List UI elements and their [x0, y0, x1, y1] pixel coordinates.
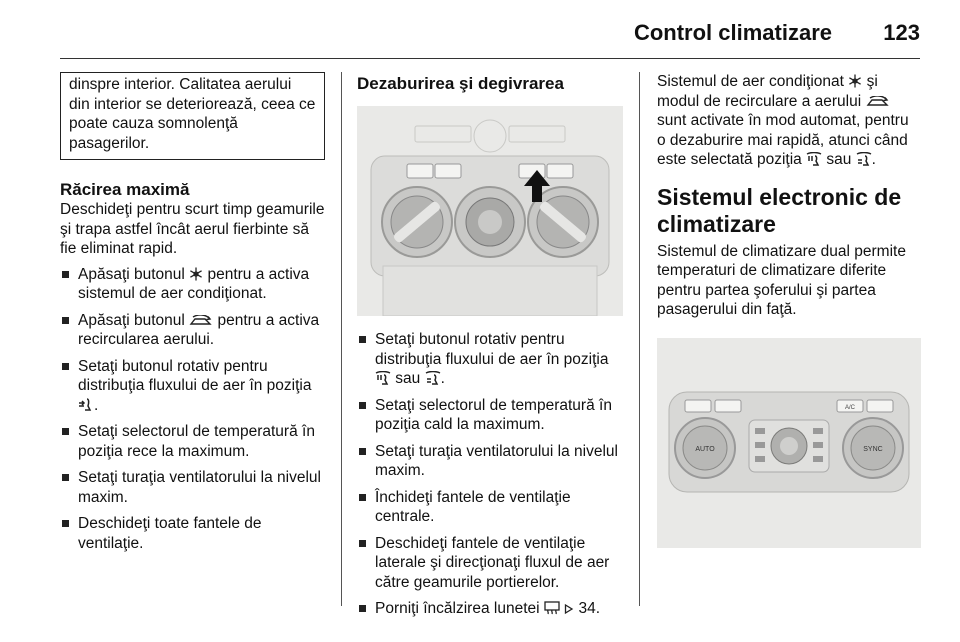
- list-item: Închideţi fantele de ventilaţie centrale.: [357, 488, 623, 527]
- recirculation-car-icon: [189, 315, 213, 327]
- list-item: Deschideţi toate fantele de ventilaţie.: [60, 514, 325, 553]
- list-item: Porniţi încălzirea lunetei 34.: [357, 599, 623, 619]
- page-header: [60, 18, 920, 52]
- column-middle: [357, 72, 623, 626]
- paragraph: Sistemul de aer condiţionat şi modul de recirculare a aerului sunt activate în mod automat, pentru o dezaburire mai rapidă, atunci când este selectată poziţia sau .: [657, 73, 909, 168]
- airflow-feet-icon: [78, 398, 94, 412]
- note-box: [60, 72, 325, 160]
- instruction-list: [60, 265, 325, 554]
- list-item: Setaţi turaţia ventilatorului la nivelul maxim.: [60, 468, 325, 507]
- section-title: Sistemul electronic de climatizare: [657, 183, 902, 237]
- list-item: Setaţi turaţia ventilatorului la nivelul maxim.: [357, 442, 623, 481]
- list-item: Apăsaţi butonul pentru a activa recircularea aerului.: [60, 311, 325, 350]
- rear-window-heating-icon: [544, 601, 560, 615]
- list-item: Apăsaţi butonul pentru a activa sistemul de aer condiţionat.: [60, 265, 325, 304]
- auto-button-label: AUTO: [695, 445, 715, 453]
- paragraph: Sistemul de climatizare dual permite temperaturi de climatizare diferite pentru partea şoferului şi partea pasagerului din faţă.: [657, 242, 906, 318]
- list-item: Setaţi butonul rotativ pentru distribuţia fluxului de aer în poziţia sau .: [357, 330, 623, 389]
- snowflake-icon: [189, 267, 203, 281]
- airflow-windshield-feet-icon: [425, 371, 441, 385]
- airflow-windshield-icon: [375, 371, 391, 385]
- header-divider: [60, 58, 920, 59]
- electronic-climate-panel-photo: [657, 338, 921, 548]
- section-title: Dezaburirea şi degivrarea: [357, 74, 564, 93]
- list-item: Deschideţi fantele de ventilaţie laterale şi direcţionaţi fluxul de aer către geamurile portierelor.: [357, 534, 623, 593]
- airflow-windshield-feet-icon: [856, 152, 872, 166]
- page-title: Control climatizare: [633, 20, 832, 45]
- list-item: Setaţi selectorul de temperatură în poziţia cald la maximum.: [357, 396, 623, 435]
- column-left: [60, 72, 325, 560]
- column-right: [657, 72, 921, 548]
- section-title: Răcirea maximă: [60, 180, 190, 199]
- instruction-list: [357, 330, 623, 619]
- list-item: Setaţi selectorul de temperatură în poziţia rece la maximum.: [60, 422, 325, 461]
- snowflake-icon: [848, 74, 862, 88]
- page-reference-icon: [564, 603, 574, 615]
- ac-button-label: A/C: [844, 404, 856, 411]
- list-item: Setaţi butonul rotativ pentru distribuţia fluxului de aer în poziţia .: [60, 357, 325, 416]
- recirculation-car-icon: [866, 96, 890, 108]
- sync-button-label: SYNC: [863, 445, 883, 453]
- column-divider: [341, 72, 342, 606]
- control-panel-photo: [357, 106, 623, 316]
- airflow-windshield-icon: [806, 152, 822, 166]
- column-divider: [639, 72, 640, 606]
- page-number: 123: [883, 20, 920, 45]
- note-text: dinspre interior. Calitatea aerului din interior se deteriorează, ceea ce poate cauza somnolenţă pasagerilor.: [69, 76, 316, 152]
- section-intro: Deschideţi pentru scurt timp geamurile şi trapa astfel încât aerul fierbinte să fie eliminat rapid.: [60, 201, 325, 257]
